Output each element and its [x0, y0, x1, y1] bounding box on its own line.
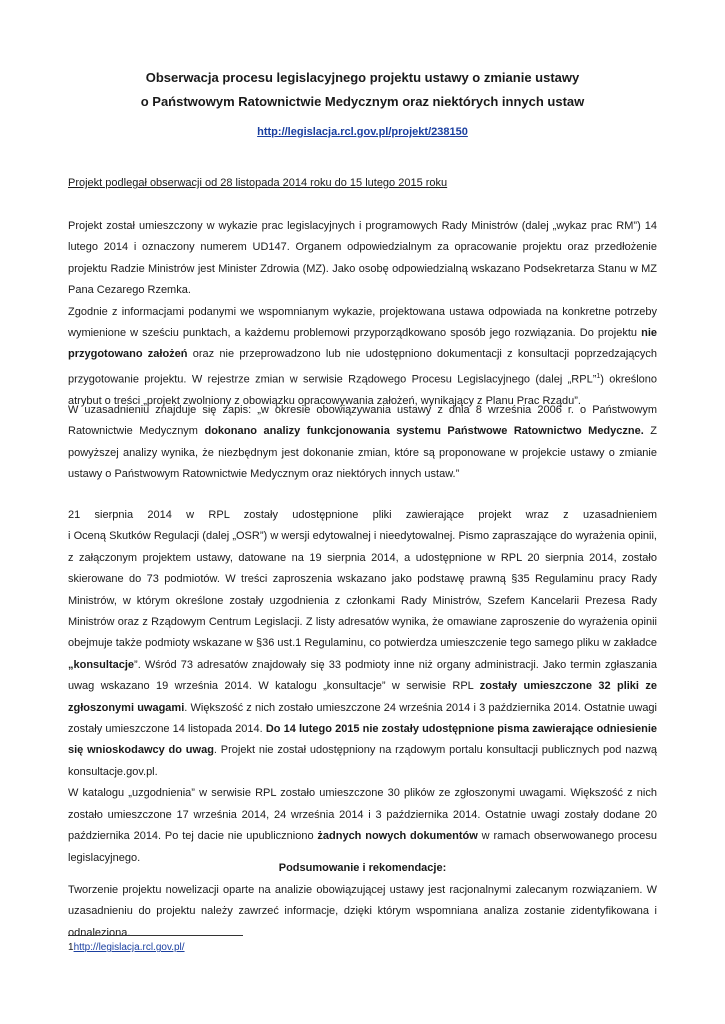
text: W katalogu „uzgodnienia” w serwisie RPL zostało umieszczone 30 plików ze zgłoszonymi uwagami. Większość z nich zostało umieszczone 17 września 2014, 24 września 2014 i 3 października 2014. Ostatnie uwagi zostały dodane 20 października 2014. Po tej dacie nie upubliczniono — [68, 787, 657, 843]
text: . Projekt nie został udostępniony na rządowym portalu konsultacji publicznych pod nazwą konsultacje.gov.pl. — [68, 744, 657, 778]
text: Z powyższej analizy wynika, że niezbędnym jest dokonanie zmian, które są proponowane w projekcie ustawy o zmianie ustawy o Państwowym Ratownictwie Medycznym oraz niektórych innych ustaw.” — [68, 425, 657, 481]
text: . Większość z nich zostało umieszczone 24 września 2014 i 3 października 2014. Ostatnie uwagi zostały umieszczone 14 listopada 2014. — [68, 701, 657, 736]
bold-text: nie przygotowano założeń — [68, 327, 657, 361]
paragraph-justification — [68, 400, 657, 486]
footnote-number: 1 — [68, 942, 74, 953]
footnote-divider — [68, 935, 243, 936]
text: Zgodnie z informacjami podanymi we wspomnianym wykazie, projektowana ustawa odpowiada na konkretne potrzeby wymienione w sześciu punktach, a każdemu problemowi przyporządkowano sposób jego rozwiązania. Do projektu — [68, 305, 657, 340]
text: oraz nie przeprowadzono lub nie udostępniono dokumentacji z konsultacji poprzedzających przygotowanie projektu. W rejestrze zmian w serwisie Rządowego Procesu Legislacyjnego (dalej „RPL” — [68, 348, 657, 386]
footnote-ref[interactable]: 1 — [596, 372, 601, 380]
observation-period: Projekt podlegał obserwacji od 28 listopada 2014 roku do 15 lutego 2015 roku — [68, 177, 448, 189]
paragraph-consultations — [68, 526, 657, 783]
bold-text: zostały umieszczone 32 pliki ze zgłoszonymi uwagami — [68, 680, 657, 714]
text: W uzasadnieniu znajduje się zapis: „w okresie obowiązywania ustawy z dnia 8 września 2006 r. o Państwowym Ratownictwie Medycznym — [68, 404, 657, 438]
bold-text: dokonano analizy funkcjonowania systemu Państwowe Ratownictwo Medyczne. — [204, 425, 644, 438]
text: ”. Wśród 73 adresatów znajdowały się 33 podmioty inne niż organy administracji. Jako termin zgłaszania uwag wskazano 19 września 2014. W katalogu „konsultacje” w serwisie RPL — [68, 658, 657, 693]
text: ) określono atrybut o treści „projekt zwolniony z obowiązku opracowywania założeń, wynikający z Planu Prac Rządu”. — [68, 373, 657, 407]
paragraph-first-line: 21 sierpnia 2014 w RPL zostały udostępnione pliki zawierające projekt wraz z uzasadnieniem — [68, 509, 657, 521]
section-intro — [68, 216, 657, 412]
title-line-2: o Państwowym Ratownictwie Medycznym oraz niektórych innych ustaw — [140, 94, 585, 109]
project-link[interactable]: http://legislacja.rcl.gov.pl/projekt/238150 — [257, 126, 468, 138]
document-title — [68, 66, 657, 114]
section-justification — [68, 400, 657, 486]
section-consultations — [68, 505, 657, 869]
paragraph-assumptions — [68, 302, 657, 413]
summary-heading: Podsumowanie i rekomendacje: — [278, 862, 447, 874]
footnote — [68, 942, 185, 953]
text: i Oceną Skutków Regulacji (dalej „OSR”) w wersji edytowalnej i nieedytowalnej. Pismo zapraszające do wyrażenia opinii, z załączonym projektem ustawy, datowane na 19 sierpnia 2014, a udostępnione w RPL 20 sierpnia 2014, zostało skierowane do 73 podmiotów. W treści zaproszenia wskazano jako podstawę prawną §35 Regulaminu pracy Rady Ministrów, w którym określone zostały uzgodnienia z członkami Rady Ministrów, Szefem Kancelarii Prezesa Rady Ministrów oraz z Rządowym Centrum Legislacji. Z listy adresatów wynika, że omawiane zaproszenie do wyrażenia opinii obejmuje także podmioty wskazane w §36 ust.1 Regulaminu, co potwierdza umieszczenie tego samego pliku w zakładce — [68, 530, 657, 650]
paragraph-registration: Projekt został umieszczony w wykazie prac legislacyjnych i programowych Rady Ministrów (dalej „wykaz prac RM”) 14 lutego 2014 i oznaczony numerem UD147. Organem odpowiedzialnym za opracowanie projektu oraz przedłożenie projektu Radzie Ministrów jest Minister Zdrowia (MZ). Jako osobę odpowiedzialną wskazano Podsekretarza Stanu w MZ Pana Cezarego Rzemka. — [68, 220, 657, 297]
title-line-1: Obserwacja procesu legislacyjnego projektu ustawy o zmianie ustawy — [145, 70, 580, 85]
bold-text: żadnych nowych dokumentów — [317, 830, 478, 843]
bold-text: Do 14 lutego 2015 nie zostały udostępnione pisma zawierające odniesienie się wnioskodawcy do uwag — [68, 723, 658, 757]
paragraph-agreements — [68, 783, 657, 869]
footnote-link[interactable]: http://legislacja.rcl.gov.pl/ — [73, 942, 185, 953]
paragraph-summary: Tworzenie projektu nowelizacji oparte na analizie obowiązującej ustawy jest racjonalnymi zalecanym rozwiązaniem. W uzasadnieniu do projektu należy zawrzeć informacje, dzięki którym wspomniana analiza zostanie zidentyfikowana i odnaleziona. — [68, 884, 657, 939]
bold-text: „konsultacje — [68, 658, 135, 671]
text: w ramach obserwowanego procesu legislacyjnego. — [68, 830, 658, 864]
